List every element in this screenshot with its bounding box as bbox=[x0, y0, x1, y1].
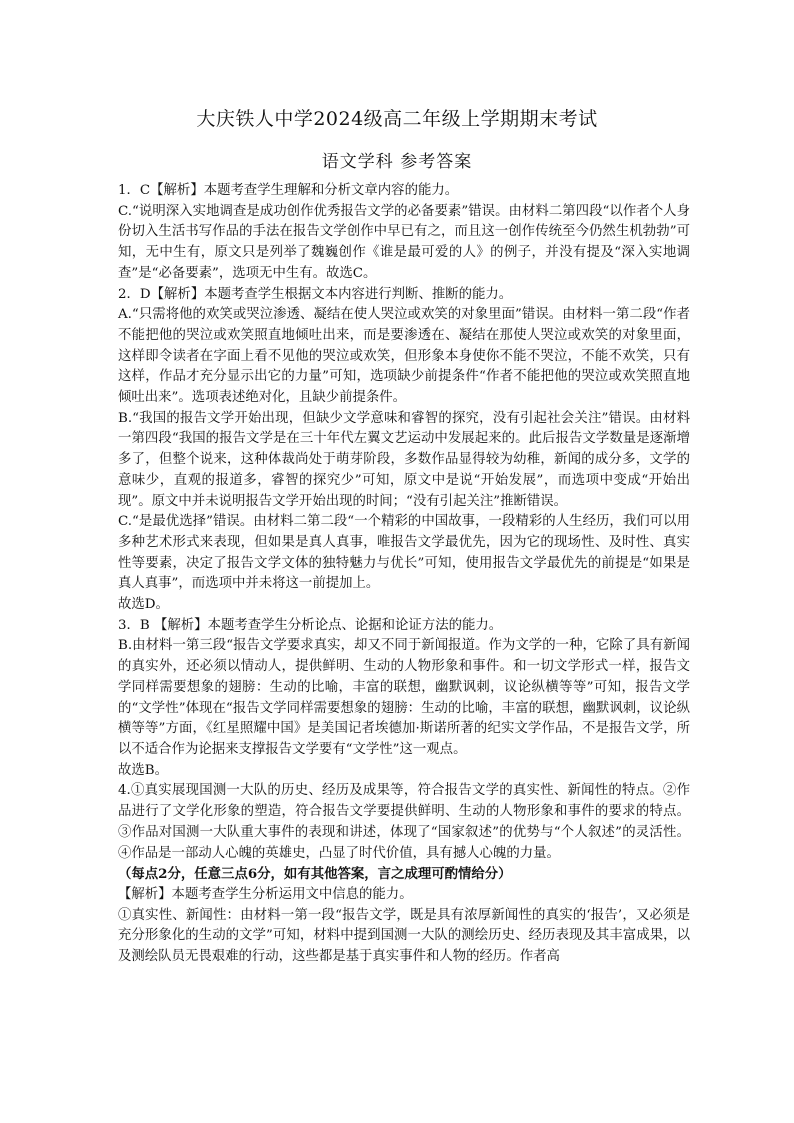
answer-line: 4.①真实展现国测一大队的历史、经历及成果等，符合报告文学的真实性、新闻性的特点。②作品进行了文学化形象的塑造，符合报告文学要提供鲜明、生动的人物形象和事件的要求的特点。③作品对国测一大队重大事件的表现和讲述，体现了“国家叙述”的优势与“个人叙述”的灵活性。④作品是一部动人心魄的英雄史，凸显了时代价值，具有撼人心魄的力量。 bbox=[118, 783, 690, 861]
answer-body bbox=[118, 181, 690, 968]
exam-title: 大庆铁人中学2024级高二年级上学期期末考试 bbox=[196, 108, 598, 130]
answer-line: 3．B 【解析】本题考查学生分析论点、论据和论证方法的能力。 bbox=[118, 617, 503, 633]
answer-line: A.“只需将他的欢笑或哭泣渗透、凝结在使人哭泣或欢笑的对象里面”错误。由材料一第二段“作者不能把他的哭泣或欢笑照直地倾吐出来，而是要渗透在、凝结在那使人哭泣或欢笑的对象里面，这样即令读者在字面上看不见他的哭泣或欢笑，但形象本身使你不能不哭泣，不能不欢笑，只有这样，作品才充分显示出它的力量”可知，选项缺少前提条件“作者不能把他的哭泣或欢笑照直地倾吐出来”。选项表述绝对化，且缺少前提条件。 bbox=[118, 307, 690, 406]
answer-line: 故选D。 bbox=[118, 597, 169, 613]
answer-line: C.“是最优选择”错误。由材料二第二段“一个精彩的中国故事，一段精彩的人生经历，我们可以用多种艺术形式来表现，但如果是真人真事，唯报告文学最优先，因为它的现场性、及时性、真实性等要素，决定了报告文学文体的独特魅力与优长”可知，使用报告文学最优先的前提是“如果是真人真事”，而选项中并未将这一前提加上。 bbox=[118, 514, 690, 592]
answer-line: 【解析】本题考查学生分析运用文中信息的能力。 bbox=[118, 886, 413, 902]
answer-line: 2．D【解析】本题考查学生根据文本内容进行判断、推断的能力。 bbox=[118, 286, 513, 302]
exam-subtitle: 语文学科 参考答案 bbox=[321, 152, 473, 172]
answer-line: ①真实性、新闻性：由材料一第一段“报告文学，既是具有浓厚新闻性的真实的‘报告’，又必须是充分形象化的生动的文学”可知，材料中提到国测一大队的测绘历史、经历表现及其丰富成果，以及测绘队员无畏艰难的行动，这些都是基于真实事件和人物的经历。作者高 bbox=[118, 907, 690, 965]
answer-line: 故选B。 bbox=[118, 762, 169, 778]
answer-line: B.由材料一第三段“报告文学要求真实，却又不同于新闻报道。作为文学的一种，它除了具有新闻的真实外，还必须以情动人，提供鲜明、生动的人物形象和事件。和一切文学形式一样，报告文学同样需要想象的翅膀：生动的比喻，丰富的联想，幽默讽刺，议论纵横等等”可知，报告文学的“文学性”体现在“报告文学同样需要想象的翅膀：生动的比喻，丰富的联想，幽默讽刺，议论纵横等等”方面，《红星照耀中国》是美国记者埃德加·斯诺所著的纪实文学作品，不是报告文学，所以不适合作为论据来支撑报告文学要有“文学性”这一观点。 bbox=[118, 638, 690, 757]
answer-line: B.“我国的报告文学开始出现，但缺少文学意味和睿智的探究，没有引起社会关注”错误。由材料一第四段“我国的报告文学是在三十年代左翼文艺运动中发展起来的。此后报告文学数量是逐渐增多了，但整个说来，这种体裁尚处于萌芽阶段，多数作品显得较为幼稚，新闻的成分多，文学的意味少，直观的报道多，睿智的探究少”可知，原文中是说“开始发展”，而选项中变成“开始出现”。原文中并未说明报告文学开始出现的时间；“没有引起关注”推断错误。 bbox=[118, 410, 690, 509]
scoring-note: （每点2分，任意三点6分，如有其他答案，言之成理可酌情给分） bbox=[118, 866, 512, 883]
answer-line: C.“说明深入实地调查是成功创作优秀报告文学的必备要素”错误。由材料二第四段“以作者个人身份切入生活书写作品的手法在报告文学创作中早已有之，而且这一创作传统至今仍然生机勃勃”可知，无中生有，原文只是列举了魏巍创作《谁是最可爱的人》的例子，并没有提及“深入实地调查”是“必备要素”，选项无中生有。故选C。 bbox=[118, 203, 690, 281]
answer-line: 1．C【解析】本题考查学生理解和分析文章内容的能力。 bbox=[118, 183, 459, 198]
